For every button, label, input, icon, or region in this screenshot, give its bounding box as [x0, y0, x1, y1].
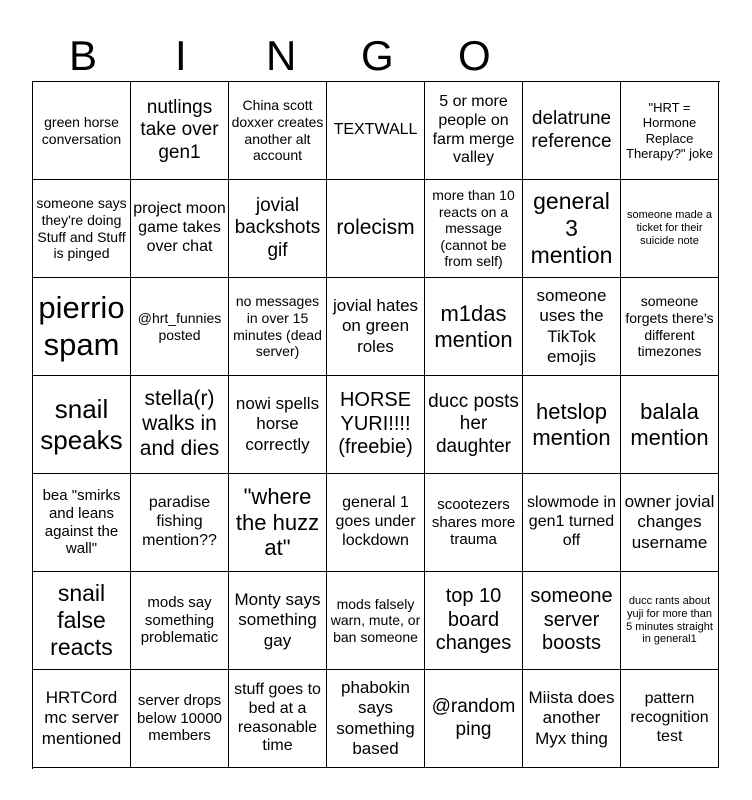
bingo-cell[interactable] — [131, 180, 229, 278]
cell-text: "where the huzz at" — [235, 483, 320, 561]
bingo-cell[interactable] — [33, 474, 131, 572]
cell-text: China scott doxxer creates another alt account — [231, 97, 324, 164]
bingo-cell[interactable] — [33, 180, 131, 278]
cell-text: 5 or more people on farm merge valley — [432, 92, 515, 167]
cell-text: mods falsely warn, mute, or ban someone — [330, 595, 421, 645]
cell-text: phabokin says something based — [336, 678, 415, 758]
bingo-cell[interactable] — [621, 82, 719, 180]
bingo-cell[interactable] — [621, 278, 719, 376]
bingo-cell[interactable] — [229, 474, 327, 572]
cell-text: balala mention — [630, 398, 709, 450]
cell-text: pattern recognition test — [630, 690, 709, 745]
bingo-cell[interactable] — [523, 474, 621, 572]
bingo-cell[interactable] — [229, 180, 327, 278]
bingo-cell[interactable] — [327, 376, 425, 474]
bingo-cell[interactable] — [523, 572, 621, 670]
bingo-grid — [32, 81, 720, 769]
cell-text: m1das mention — [434, 300, 513, 352]
cell-text: stella(r) walks in and dies — [139, 387, 220, 460]
title-letter-g: G — [361, 32, 394, 79]
title-letter-o: O — [458, 32, 491, 79]
bingo-cell[interactable] — [523, 278, 621, 376]
cell-text: @random ping — [431, 696, 516, 740]
cell-text: general 3 mention — [530, 187, 613, 269]
cell-text: "HRT = Hormone Replace Therapy?" joke — [626, 99, 713, 161]
bingo-cell[interactable] — [131, 474, 229, 572]
bingo-cell[interactable] — [229, 82, 327, 180]
bingo-cell[interactable] — [33, 572, 131, 670]
bingo-cell[interactable] — [131, 572, 229, 670]
title-letter-i: I — [175, 32, 187, 79]
cell-text: rolecism — [336, 216, 415, 240]
cell-text: someone says they're doing Stuff and Stuff is pinged — [36, 195, 127, 262]
bingo-cell[interactable] — [523, 376, 621, 474]
cell-text: ducc posts her daughter — [428, 390, 519, 457]
bingo-cell[interactable] — [621, 376, 719, 474]
cell-text: pierrio spam — [38, 289, 125, 362]
cell-text: Miista does another Myx thing — [528, 688, 615, 748]
bingo-cell[interactable] — [229, 278, 327, 376]
bingo-cell[interactable] — [327, 180, 425, 278]
cell-text: someone forgets there's different timezones — [625, 293, 714, 360]
cell-text: general 1 goes under lockdown — [335, 494, 416, 549]
bingo-cell[interactable] — [229, 670, 327, 768]
cell-text: slowmode in gen1 turned off — [527, 494, 616, 549]
bingo-cell[interactable] — [327, 82, 425, 180]
cell-text: jovial hates on green roles — [332, 296, 419, 356]
cell-text: hetslop mention — [532, 398, 611, 450]
bingo-cell[interactable] — [425, 82, 523, 180]
bingo-cell[interactable] — [425, 278, 523, 376]
bingo-cell[interactable] — [425, 474, 523, 572]
bingo-cell[interactable] — [425, 670, 523, 768]
bingo-cell[interactable] — [131, 670, 229, 768]
bingo-cell[interactable] — [425, 180, 523, 278]
title-letter-b: B — [69, 32, 98, 79]
bingo-cell[interactable] — [229, 572, 327, 670]
bingo-cell[interactable] — [523, 82, 621, 180]
bingo-cell[interactable] — [621, 474, 719, 572]
bingo-cell[interactable] — [33, 278, 131, 376]
cell-text: snail false reacts — [50, 579, 113, 661]
cell-text: someone made a ticket for their suicide note — [627, 209, 712, 247]
cell-text: ducc rants about yuji for more than 5 minutes straight in general1 — [626, 594, 713, 646]
title-letter-n: N — [266, 32, 297, 79]
bingo-cell[interactable] — [33, 82, 131, 180]
cell-text: HRTCord mc server mentioned — [41, 688, 122, 748]
cell-text: mods say something problematic — [140, 593, 219, 647]
cell-text: delatrune reference — [531, 108, 612, 152]
bingo-cell[interactable] — [621, 180, 719, 278]
bingo-cell[interactable] — [523, 180, 621, 278]
cell-text: top 10 board changes — [435, 585, 512, 655]
cell-text: nutlings take over gen1 — [140, 96, 219, 163]
bingo-cell[interactable] — [131, 278, 229, 376]
bingo-cell[interactable] — [131, 82, 229, 180]
cell-text: snail speaks — [40, 393, 123, 455]
cell-text: someone server boosts — [530, 585, 613, 655]
cell-text: scootezers shares more trauma — [431, 495, 516, 549]
bingo-cell[interactable] — [33, 670, 131, 768]
bingo-cell[interactable] — [523, 670, 621, 768]
cell-text: project moon game takes over chat — [133, 200, 226, 255]
cell-text: green horse conversation — [41, 113, 122, 147]
bingo-title — [33, 30, 719, 82]
cell-text: jovial backshots gif — [234, 194, 321, 261]
cell-text: more than 10 reacts on a message (cannot be from self) — [432, 187, 515, 270]
bingo-cell[interactable] — [33, 376, 131, 474]
bingo-cell[interactable] — [621, 572, 719, 670]
cell-text: stuff goes to bed at a reasonable time — [234, 680, 321, 755]
cell-text: paradise fishing mention?? — [142, 494, 217, 549]
bingo-cell[interactable] — [621, 670, 719, 768]
cell-text: HORSE YURI!!!! (freebie) — [338, 389, 413, 459]
bingo-cell[interactable] — [131, 376, 229, 474]
bingo-cell[interactable] — [327, 572, 425, 670]
cell-text: @hrt_funnies posted — [137, 309, 222, 343]
bingo-cell[interactable] — [327, 278, 425, 376]
cell-text: someone uses the TikTok emojis — [536, 286, 607, 366]
cell-text: TEXTWALL — [333, 121, 418, 139]
bingo-cell[interactable] — [425, 572, 523, 670]
bingo-cell[interactable] — [327, 474, 425, 572]
cell-text: bea "smirks and leans against the wall" — [42, 487, 121, 558]
bingo-cell[interactable] — [327, 670, 425, 768]
cell-text: Monty says something gay — [234, 590, 321, 650]
bingo-cell[interactable] — [425, 376, 523, 474]
bingo-cell[interactable] — [229, 376, 327, 474]
cell-text: server drops below 10000 members — [136, 691, 223, 745]
cell-text: owner jovial changes username — [624, 492, 715, 552]
cell-text: no messages in over 15 minutes (dead server) — [233, 293, 322, 360]
cell-text: nowi spells horse correctly — [235, 394, 320, 454]
